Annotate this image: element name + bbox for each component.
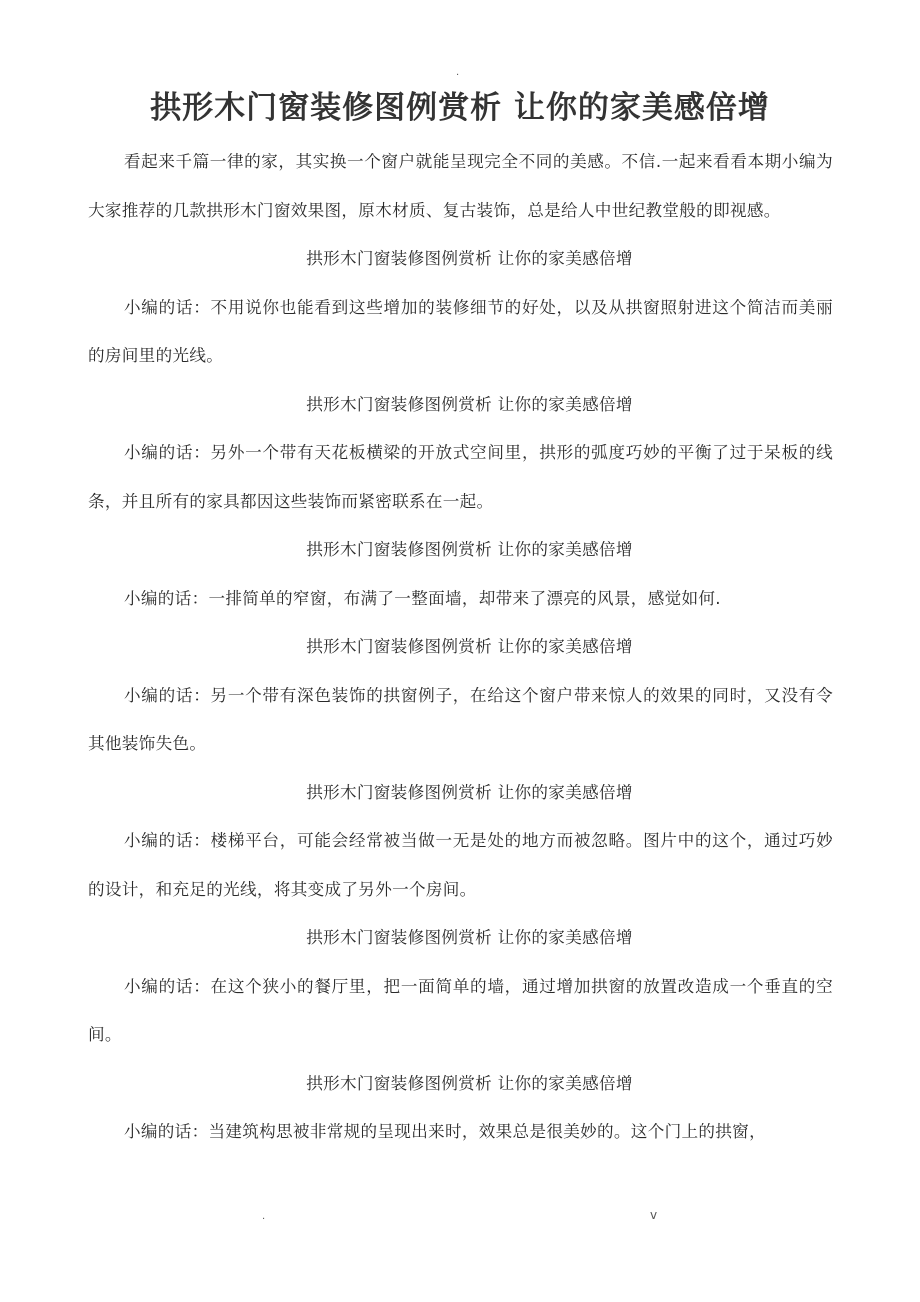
editor-note: 小编的话：一排简单的窄窗，布满了一整面墙，却带来了漂亮的风景，感觉如何. [124, 588, 721, 608]
editor-note: 小编的话：另一个带有深色装饰的拱窗例子，在给这个窗户带来惊人的效果的同时，又没有令其他装饰失色。 [88, 685, 833, 753]
editor-note: 小编的话：楼梯平台，可能会经常被当做一无是处的地方而被忽略。图片中的这个，通过巧妙的设计，和充足的光线，将其变成了另外一个房间。 [88, 831, 833, 899]
footer-left-mark: . [262, 1211, 266, 1222]
image-caption: 拱形木门窗装修图例赏析 让你的家美感倍增 [306, 637, 633, 656]
article-body [88, 138, 833, 1157]
editor-note: 小编的话：在这个狭小的餐厅里，把一面简单的墙，通过增加拱窗的放置改造成一个垂直的空间。 [88, 976, 833, 1044]
image-caption: 拱形木门窗装修图例赏析 让你的家美感倍增 [306, 540, 633, 559]
document-title: 拱形木门窗装修图例赏析 让你的家美感倍增 [150, 90, 770, 126]
image-caption: 拱形木门窗装修图例赏析 让你的家美感倍增 [306, 928, 633, 947]
image-caption: 拱形木门窗装修图例赏析 让你的家美感倍增 [306, 782, 633, 802]
image-caption: 拱形木门窗装修图例赏析 让你的家美感倍增 [306, 394, 633, 414]
intro-paragraph: 看起来千篇一律的家，其实换一个窗户就能呈现完全不同的美感。不信.一起来看看本期小编为大家推荐的几款拱形木门窗效果图，原木材质、复古装饰，总是给人中世纪教堂般的即视感。 [88, 152, 833, 220]
image-caption: 拱形木门窗装修图例赏析 让你的家美感倍增 [306, 1073, 633, 1093]
image-caption: 拱形木门窗装修图例赏析 让你的家美感倍增 [306, 249, 633, 268]
editor-note: 小编的话：不用说你也能看到这些增加的装修细节的好处，以及从拱窗照射进这个简洁而美丽的房间里的光线。 [88, 297, 833, 365]
header-mark: . [456, 67, 460, 78]
footer-right-mark: v [650, 1208, 658, 1222]
editor-note: 小编的话：另外一个带有天花板横梁的开放式空间里，拱形的弧度巧妙的平衡了过于呆板的线条，并且所有的家具都因这些装饰而紧密联系在一起。 [88, 443, 833, 511]
editor-note: 小编的话：当建筑构思被非常规的呈现出来时，效果总是很美妙的。这个门上的拱窗， [124, 1122, 766, 1141]
